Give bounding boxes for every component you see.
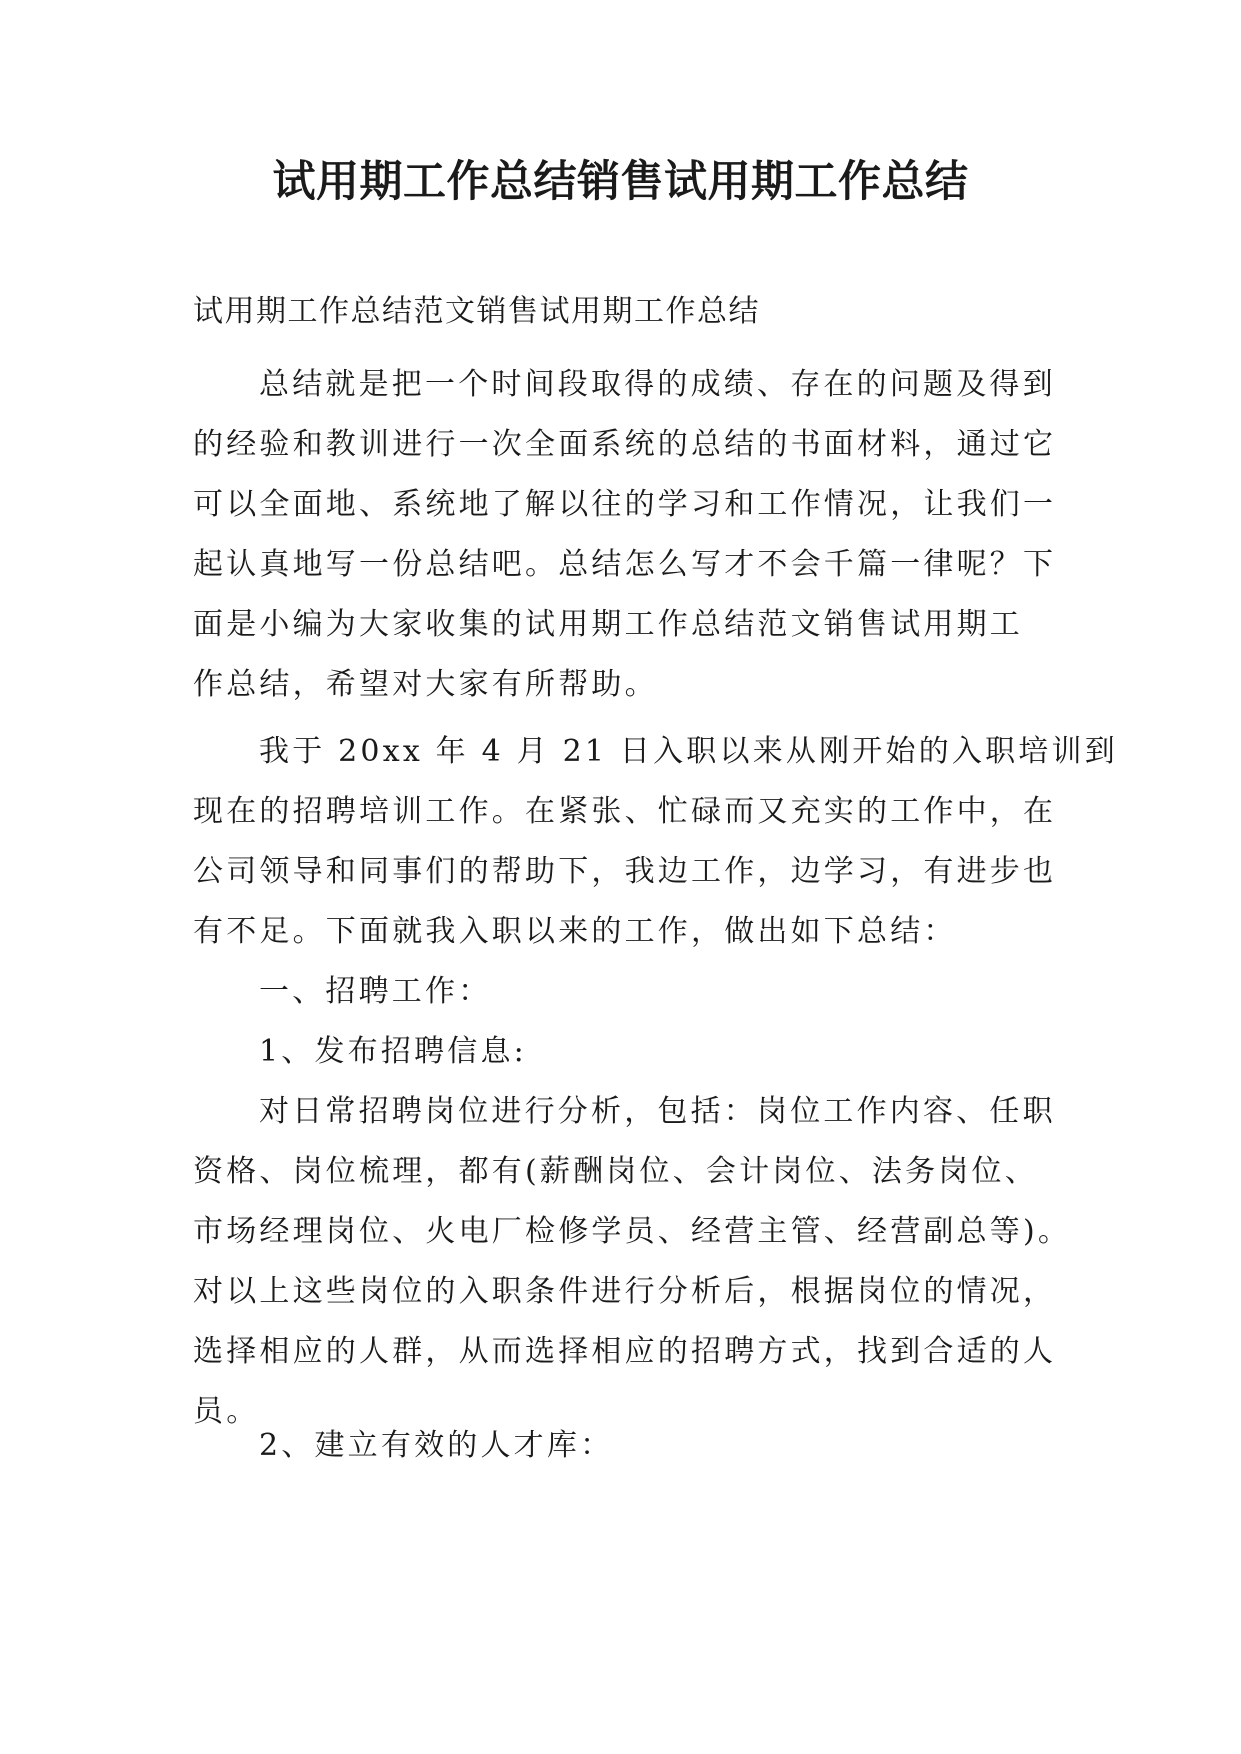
body-line: 资格、岗位梳理，都有(薪酬岗位、会计岗位、法务岗位、	[193, 1154, 1038, 1189]
body-line: 对以上这些岗位的入职条件进行分析后，根据岗位的情况，	[193, 1274, 1057, 1309]
intro-paragraph	[193, 355, 1073, 715]
subsection-heading: 1、发布招聘信息:	[259, 1034, 527, 1069]
intro-line: 总结就是把一个时间段取得的成绩、存在的问题及得到	[259, 367, 1056, 402]
body-line: 我于 20xx 年 4 月 21 日入职以来从刚开始的入职培训到	[259, 734, 1118, 769]
intro-line: 的经验和教训进行一次全面系统的总结的书面材料，通过它	[193, 427, 1057, 462]
body-line: 公司领导和同事们的帮助下，我边工作，边学习，有进步也	[193, 854, 1057, 889]
body-line: 市场经理岗位、火电厂检修学员、经营主管、经营副总等)。	[193, 1214, 1072, 1249]
body-line: 有不足。下面就我入职以来的工作，做出如下总结：	[193, 914, 957, 949]
intro-line: 可以全面地、系统地了解以往的学习和工作情况，让我们一	[193, 487, 1057, 522]
body-line: 选择相应的人群，从而选择相应的招聘方式，找到合适的人	[193, 1334, 1057, 1369]
subsection-heading: 2、建立有效的人才库：	[259, 1428, 614, 1463]
section2	[193, 1416, 1073, 1476]
intro-line: 起认真地写一份总结吧。总结怎么写才不会千篇一律呢？下	[193, 547, 1057, 582]
body-section	[193, 722, 1118, 1442]
intro-line: 作总结，希望对大家有所帮助。	[193, 667, 658, 702]
document-title: 试用期工作总结销售试用期工作总结	[272, 157, 969, 207]
intro-line: 面是小编为大家收集的试用期工作总结范文销售试用期工	[193, 607, 1023, 642]
body-line: 现在的招聘培训工作。在紧张、忙碌而又充实的工作中，在	[193, 794, 1057, 829]
document-subtitle: 试用期工作总结范文销售试用期工作总结	[193, 294, 760, 329]
body-line: 对日常招聘岗位进行分析，包括：岗位工作内容、任职	[259, 1094, 1056, 1129]
section-heading: 一、招聘工作：	[259, 974, 492, 1009]
body-line: 员。	[193, 1394, 260, 1429]
